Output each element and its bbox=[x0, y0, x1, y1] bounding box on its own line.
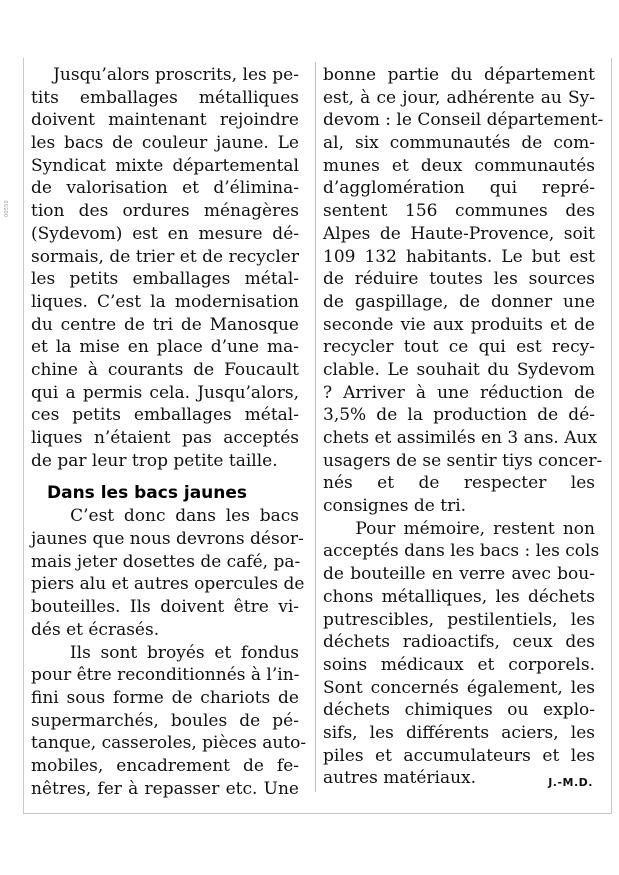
text-line: sormais, de trier et de recycler bbox=[31, 246, 299, 267]
text-line: Syndicat mixte départemental bbox=[31, 155, 299, 176]
text-line: soins médicaux et corporels. bbox=[323, 654, 595, 675]
text-line: d’agglomération qui repré- bbox=[323, 178, 595, 199]
left-column bbox=[31, 64, 307, 800]
side-code: 00550 bbox=[4, 200, 10, 217]
text-line: C’est donc dans les bacs bbox=[31, 506, 299, 527]
text-line: doivent maintenant rejoindre bbox=[31, 110, 299, 131]
text-line: Ils sont broyés et fondus bbox=[31, 642, 299, 663]
text-line: sifs, les différents aciers, les bbox=[323, 722, 595, 743]
text-line: fini sous forme de chariots de bbox=[31, 687, 299, 708]
text-line: nés et de respecter les bbox=[323, 473, 595, 494]
text-line: ces petits emballages métal- bbox=[31, 405, 299, 426]
left-paragraph-3 bbox=[31, 642, 307, 801]
text-line: piers alu et autres opercules de bbox=[31, 574, 305, 595]
text-line: piles et accumulateurs et les bbox=[323, 745, 595, 766]
text-line: de bouteille en verre avec bou- bbox=[323, 564, 595, 585]
text-line: chons métalliques, les déchets bbox=[323, 586, 595, 607]
text-line: clable. Le souhait du Sydevom bbox=[323, 359, 595, 380]
text-line: Pour mémoire, restent non bbox=[323, 518, 595, 539]
text-line: tanque, casseroles, pièces auto- bbox=[31, 733, 307, 754]
text-line: nêtres, fer à repasser etc. Une bbox=[31, 778, 299, 799]
left-paragraph-1 bbox=[31, 64, 299, 472]
text-line: déchets chimiques ou explo- bbox=[323, 700, 595, 721]
text-line: supermarchés, boules de pé- bbox=[31, 710, 299, 731]
text-line: recycler tout ce qui est recy- bbox=[323, 337, 595, 358]
text-line: chine à courants de Foucault bbox=[31, 359, 299, 380]
paragraph-gap bbox=[31, 472, 299, 482]
text-line: (Sydevom) est en mesure dé- bbox=[31, 223, 299, 244]
text-line: autres matériaux. bbox=[323, 768, 477, 789]
text-line: de valorisation et d’élimina- bbox=[31, 178, 299, 199]
text-line: dés et écrasés. bbox=[31, 619, 160, 640]
text-line: mobiles, encadrement de fe- bbox=[31, 755, 299, 776]
column-divider bbox=[315, 62, 316, 792]
right-paragraph-1 bbox=[323, 64, 604, 518]
text-line: devom : le Conseil département- bbox=[323, 110, 604, 131]
text-line: les petits emballages métal- bbox=[31, 269, 299, 290]
text-line: pour être reconditionnés à l’in- bbox=[31, 665, 300, 686]
text-line: et la mise en place d’une ma- bbox=[31, 337, 299, 358]
text-line: mais jeter dosettes de café, pa- bbox=[31, 551, 301, 572]
text-line: Jusqu’alors proscrits, les pe- bbox=[31, 65, 299, 85]
text-line: jaunes que nous devrons désor- bbox=[31, 529, 304, 550]
text-line: 3,5% de la production de dé- bbox=[323, 405, 595, 426]
text-line: 109 132 habitants. Le but est bbox=[323, 246, 595, 267]
text-line: consignes de tri. bbox=[323, 496, 467, 517]
left-paragraph-2 bbox=[31, 505, 305, 641]
text-line: munes et deux communautés bbox=[323, 155, 595, 176]
text-line: ? Arriver à une réduction de bbox=[323, 382, 595, 403]
text-line: acceptés dans les bacs : les cols bbox=[323, 541, 600, 562]
text-line: les bacs de couleur jaune. Le bbox=[31, 133, 299, 154]
text-line: sentent 156 communes des bbox=[323, 201, 595, 222]
author-signature: J.-M.D. bbox=[548, 776, 593, 789]
text-line: bouteilles. Ils doivent être vi- bbox=[31, 597, 299, 618]
text-line: chets et assimilés en 3 ans. Aux bbox=[323, 428, 598, 448]
text-line: tits emballages métalliques bbox=[31, 87, 299, 108]
text-line: seconde vie aux produits et de bbox=[323, 314, 595, 335]
text-line: putrescibles, pestilentiels, les bbox=[323, 609, 595, 630]
text-line: de réduire toutes les sources bbox=[323, 269, 595, 290]
text-line: liques n’étaient pas acceptés bbox=[31, 428, 299, 448]
text-line: Alpes de Haute-Provence, soit bbox=[323, 223, 595, 244]
text-line: qui a permis cela. Jusqu’alors, bbox=[31, 382, 299, 403]
text-line: déchets radioactifs, ceux des bbox=[323, 632, 595, 653]
right-column bbox=[323, 64, 604, 790]
text-line: est, à ce jour, adhérente au Sy- bbox=[323, 87, 595, 108]
text-line: de gaspillage, de donner une bbox=[323, 291, 595, 312]
text-line: tion des ordures ménagères bbox=[31, 201, 299, 222]
text-line: de par leur trop petite taille. bbox=[31, 450, 278, 471]
text-line: Sont concernés également, les bbox=[323, 677, 595, 698]
right-paragraph-2 bbox=[323, 518, 600, 790]
text-line: du centre de tri de Manosque bbox=[31, 314, 299, 335]
text-line: usagers de se sentir tiys concer- bbox=[323, 450, 603, 471]
text-line: bonne partie du département bbox=[323, 65, 595, 85]
text-line: liques. C’est la modernisation bbox=[31, 291, 299, 312]
subheading: Dans les bacs jaunes bbox=[47, 483, 248, 504]
text-line: al, six communautés de com- bbox=[323, 133, 595, 154]
